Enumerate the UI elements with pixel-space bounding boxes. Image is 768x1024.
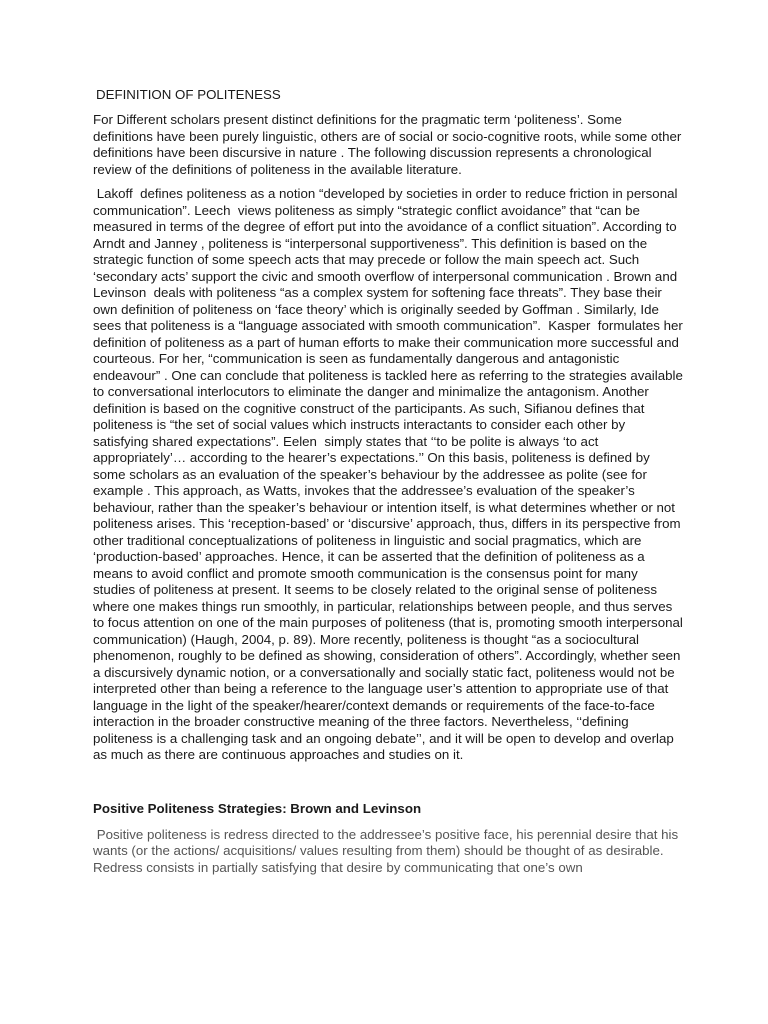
section-heading: Positive Politeness Strategies: Brown and Levinson xyxy=(93,800,422,816)
section-spacer xyxy=(93,772,683,800)
intro-paragraph: For Different scholars present distinct definitions for the pragmatic term ‘politeness’. Some definitions have been purely linguistic, others are of social or socio-cognitive roots, while some other definitions have been discursive in nature . The following discussion represents a chronological review of the definitions of politeness in the available literature. xyxy=(93,112,686,177)
document-title: DEFINITION OF POLITENESS xyxy=(96,87,281,102)
document-page xyxy=(93,86,687,884)
section-paragraph: Positive politeness is redress directed to the addressee’s positive face, his perennial desire that his wants (or the actions/ acquisitions/ values resulting from them) should be thought of as desirable. Redress consists in partially satisfying that desire by communicating that one’s own xyxy=(93,826,682,875)
body-paragraph: Lakoff defines politeness as a notion “developed by societies in order to reduce friction in personal communication”. Leech views politeness as simply “strategic conflict avoidance” that “can be measured in terms of the degree of effort put into the avoidance of a conflict situation”. According to Arndt and Janney , politeness is “interpersonal supportiveness”. This definition is based on the strategic function of some speech acts that may precede or follow the main speech act. Such ‘secondary acts’ support the civic and smooth overflow of interpersonal communication . Brown and Levinson deals with politeness “as a complex system for softening face threats”. They base their own definition of politeness on ‘face theory’ which is originally seeded by Goffman . Similarly, Ide sees that politeness is a “language associated with smooth communication”. Kasper formulates her definition of politeness as a part of human efforts to make their communication more successful and courteous. For her, “communication is seen as fundamentally dangerous and antagonistic endeavour” . One can conclude that politeness is tackled here as referring to the strategies available to conversational interlocutors to eliminate the danger and minimalize the antagonism. Another definition is based on the cognitive construct of the participants. As such, Sifianou defines that politeness is “the set of social values which instructs interactants to consider each other by satisfying shared expectations”. Eelen simply states that ‘‘to be polite is always ‘to act appropriately’… according to the hearer’s expectations.’’ On this basis, politeness is defined by some scholars as an evaluation of the speaker’s behaviour by the addressee as polite (see for example . This approach, as Watts, invokes that the addressee’s evaluation of the speaker’s behaviour, rather than the speaker’s behaviour or intention itself, is what determines whether or not politeness arises. This ‘reception-based’ or ‘discursive’ approach, thus, differs in its perspective from other traditional conceptualizations of politeness in linguistic and social pragmatics, which are ‘production-based’ approaches. Hence, it can be asserted that the definition of politeness as a means to avoid conflict and promote smooth communication is the consensus point for many studies of politeness at present. It seems to be closely related to the original sense of politeness where one makes things run smoothly, in particular, relationships between people, and thus serves to focus attention on one of the main purposes of politeness (that is, promoting smooth interpersonal communication) (Haugh, 2004, p. 89). More recently, politeness is thought “as a sociocultural phenomenon, roughly to be defined as showing, consideration of others”. Accordingly, whether seen a discursively dynamic notion, or a conversationally and socially static fact, politeness would not be interpreted other than being a reference to the language user’s attention to appropriate use of that language in the light of the speaker/hearer/context demands or requirements of the face-to-face interaction in the broader constructive meaning of the three factors. Nevertheless, ‘‘defining politeness is a challenging task and an ongoing debate’’, and it will be open to develop and overlap as much as there are continuous approaches and studies on it. xyxy=(93,186,687,762)
